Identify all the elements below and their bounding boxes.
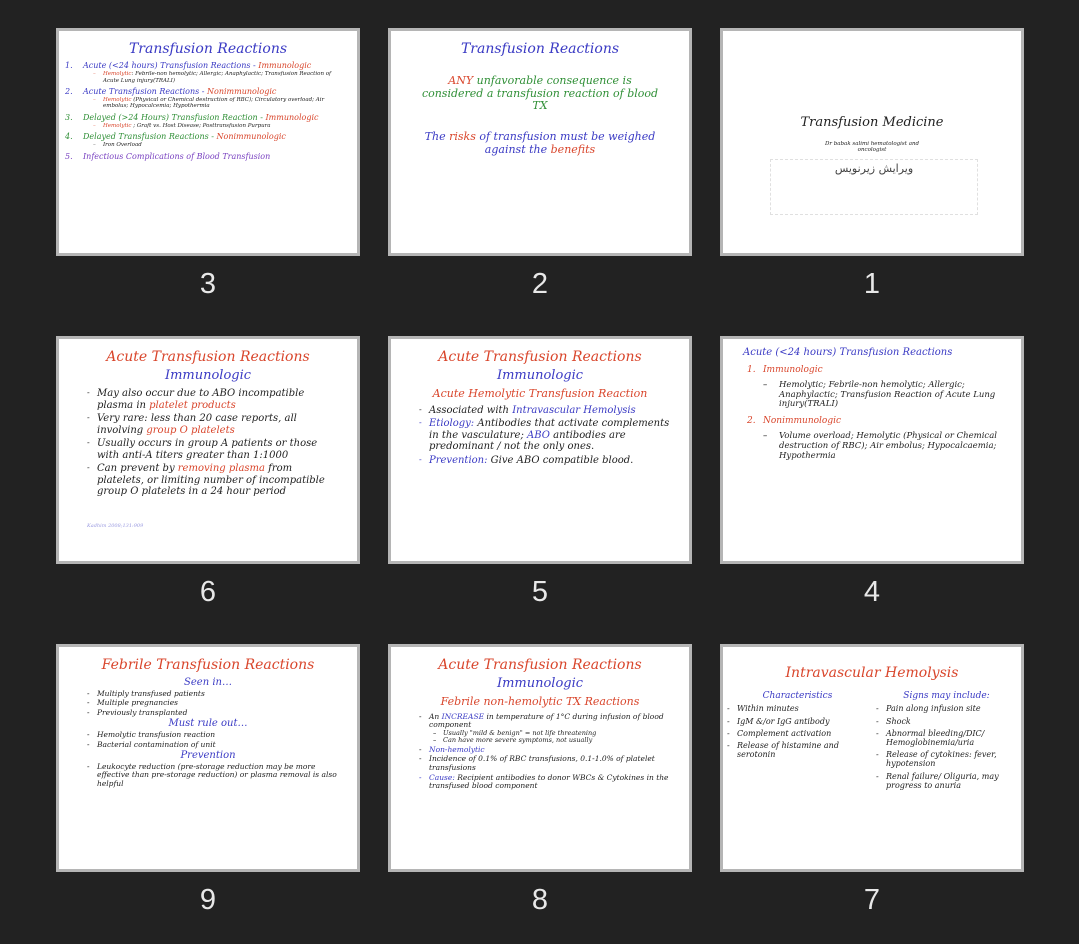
bullet-marker: - — [419, 711, 422, 721]
text-run: Leukocyte reduction — [97, 761, 178, 771]
slide-thumbnail[interactable] — [56, 28, 360, 256]
column-item — [723, 704, 868, 713]
text-run: Acute Transfusion Reactions — [438, 657, 642, 673]
slide-line-subtitle — [391, 369, 689, 384]
slide-number: 6 — [199, 576, 217, 608]
slide-number: 1 — [863, 268, 881, 300]
text-run: Usually "mild & benign" = not life threatening — [443, 728, 597, 737]
slide-line-cbullet — [421, 131, 659, 156]
column-item — [872, 729, 1017, 747]
slide-line-sub — [59, 123, 343, 129]
bullet-marker: - — [419, 404, 422, 414]
columns — [723, 685, 1021, 790]
text-run: unfavorable consequence is considered a transfusion reaction of blood TX — [421, 74, 659, 113]
slide-number: 2 — [531, 268, 549, 300]
text-run: Delayed Transfusion Reactions - — [83, 132, 217, 142]
column-item — [723, 729, 868, 738]
slide-line-bullet — [59, 438, 339, 461]
slide-number: 4 — [863, 576, 881, 608]
slide-line-subtitle — [391, 677, 689, 692]
bullet-marker: – — [433, 736, 437, 745]
text-run: in temperature of 1°C during infusion of blood component — [429, 711, 664, 730]
slide-line-num — [59, 61, 349, 70]
text-run: Iron Overload — [103, 142, 142, 149]
slide-line-sbullet — [59, 699, 343, 708]
text-run: benefits — [550, 142, 596, 156]
bullet-marker: - — [87, 463, 90, 473]
text-run: Hemolytic — [103, 71, 132, 78]
text-run: Volume overload; Hemolytic (Physical or Chemical destruction of RBC); Air embolus; Hypocalcaemia; Hypothermia — [779, 431, 997, 462]
item-text: Abnormal bleeding/DIC/ Hemoglobinemia/uria — [886, 728, 985, 747]
text-run: Non-hemolytic — [429, 744, 485, 754]
slide-line-dash — [723, 381, 1003, 410]
bullet-marker: 5. — [65, 151, 73, 161]
slide-number: 3 — [199, 268, 217, 300]
bullet-marker: 3. — [65, 112, 73, 122]
slide-line-num — [59, 87, 349, 96]
text-run: Prevention: — [429, 454, 488, 466]
bullet-marker: 4. — [65, 132, 73, 142]
bullet-marker: - — [419, 772, 422, 782]
bullet-marker: - — [87, 413, 90, 423]
slide-line-dash — [723, 432, 1003, 461]
slide-line-bullet — [391, 418, 671, 453]
slide-subtitle: Dr babak salimi hematologist and oncologist — [824, 141, 920, 154]
text-run: Acute Transfusion Reactions - — [83, 86, 208, 96]
text-run: Etiology: — [429, 418, 475, 430]
text-run: ABO — [527, 429, 550, 441]
text-run: antibodies are predominant / not the only ones. — [429, 429, 626, 453]
slide-thumbnail-cell — [56, 644, 360, 944]
slide-line-dashsm — [391, 737, 675, 744]
slide-line-title — [391, 657, 689, 673]
text-run: Bacterial contamination of unit — [97, 739, 216, 749]
text-run: Delayed (>24 Hours) Transfusion Reaction - — [83, 112, 266, 122]
text-run: Usually occurs in group A patients or those with anti-A titers greater than 1:1000 — [97, 438, 318, 461]
text-run: group O platelets — [146, 424, 235, 436]
text-run: Nonimmunologic — [207, 86, 277, 96]
slide-content — [391, 339, 689, 561]
slide-line-title — [391, 349, 689, 365]
text-run: Immunologic — [496, 368, 584, 384]
slide-content — [59, 339, 357, 561]
text-run: Acute Transfusion Reactions — [438, 349, 642, 365]
text-run: An — [429, 711, 442, 721]
bullet-marker: – — [433, 728, 437, 737]
slide-line-cbullet — [421, 75, 659, 113]
slide-line-sub — [59, 97, 343, 110]
item-text: Shock — [886, 716, 911, 726]
slide-thumbnail[interactable] — [720, 28, 1024, 256]
slide-line-lefttitle — [723, 347, 1021, 359]
slide-line-num — [59, 152, 349, 161]
slide-content — [59, 31, 357, 253]
text-run: (Physical or Chemical destruction of RBC); Circulatory overload; Air embolus; Hypocalcemia; Hypothermia — [103, 97, 325, 110]
text-run: Can prevent by — [97, 463, 178, 475]
slide-line-num — [59, 132, 349, 141]
text-run: removing plasma — [177, 463, 265, 475]
slide-line-title — [59, 657, 357, 673]
text-run: from platelets, or limiting number of incompatible group O platelets in a 24 hour period — [97, 463, 325, 498]
slide-line-bullet — [59, 413, 339, 436]
column-heading: Characteristics — [762, 691, 833, 702]
slide-thumbnail-cell — [720, 644, 1024, 944]
text-run: Hemolytic transfusion reaction — [97, 729, 216, 739]
bullet-marker: - — [87, 688, 90, 698]
bullet-marker: - — [87, 729, 90, 739]
text-run: ANY — [448, 74, 474, 88]
bullet-marker: - — [727, 741, 730, 750]
slide-line-sbullet — [59, 763, 343, 789]
slide-number: 5 — [531, 576, 549, 608]
slide-line-bullet — [59, 463, 339, 498]
slide-thumbnail-cell — [720, 28, 1024, 328]
text-run: Transfusion Reactions — [128, 41, 288, 57]
slide-line-num — [59, 113, 349, 122]
slide-content — [391, 647, 689, 869]
slide-line-title — [59, 349, 357, 365]
item-text: Complement activation — [737, 728, 832, 738]
text-run: INCREASE — [441, 711, 485, 721]
text-run: Immunologic — [164, 368, 252, 384]
slide-title: Transfusion Medicine — [800, 115, 944, 130]
slide-line-sbullet — [391, 713, 675, 730]
text-run: ; Graft vs. Host Disease; Posttransfusion Purpura — [131, 122, 271, 129]
slide-line-bullet — [391, 405, 671, 417]
text-run: Acute Transfusion Reactions — [106, 349, 310, 365]
text-run: Immunologic — [258, 61, 312, 71]
text-run: Antibodies that activate complements in the vasculature; — [429, 418, 670, 441]
slide-thumbnail[interactable] — [388, 28, 692, 256]
text-run: Immunologic — [763, 364, 823, 375]
slide-content — [391, 31, 689, 253]
text-run: Multiple pregnancies — [97, 698, 178, 708]
bullet-marker: - — [87, 438, 90, 448]
slide-content — [723, 339, 1021, 561]
slide-line-foot — [59, 524, 357, 530]
column-heading: Signs may include: — [903, 691, 990, 702]
text-run: Can have more severe symptoms, not usually — [443, 736, 593, 745]
bullet-marker: – — [93, 142, 96, 149]
bullet-marker: - — [87, 739, 90, 749]
bullet-marker: - — [876, 704, 879, 714]
bullet-marker: - — [727, 716, 730, 726]
slide-content — [723, 647, 1021, 869]
text-run: Incidence of 0.1% of RBC transfusions, 0.1-1.0% of platelet transfusions — [429, 754, 655, 773]
bullet-marker: 2. — [65, 86, 73, 96]
slide-number: 7 — [863, 884, 881, 916]
slide-line-sbullet — [59, 741, 343, 750]
text-run: Hemolytic; Febrile-non hemolytic; Allergic; Anaphylactic; Transfusion Reaction of Acute Lung injury(TRALI) — [779, 379, 996, 410]
slide-line-sbullet — [391, 774, 675, 791]
bullet-marker: - — [876, 771, 879, 781]
item-text: Release of cytokines: fever, hypotension — [886, 750, 997, 769]
slide-thumbnail[interactable] — [56, 644, 360, 872]
text-run: Multiply transfused patients — [97, 688, 205, 698]
bullet-marker: - — [419, 754, 422, 764]
slide-thumbnail[interactable] — [56, 336, 360, 564]
text-run: (pre-storage reduction may be more effective than pre-storage reduction) or plasma removal is also helpful — [97, 761, 337, 788]
slide-thumbnail-cell — [56, 336, 360, 636]
text-run: : Febrile-non hemolytic; Allergic; Anaphylactic; Transfusion Reaction of Acute Lung injury(TRALI) — [103, 71, 332, 84]
item-text: Within minutes — [737, 704, 799, 714]
slide-thumbnail[interactable] — [388, 336, 692, 564]
slide-thumbnail[interactable] — [388, 644, 692, 872]
text-run: Immunologic — [265, 112, 319, 122]
slide-line-sbullet — [391, 755, 675, 772]
text-run: of transfusion must be weighed against the — [475, 130, 656, 156]
text-run: Acute (<24 hours) Transfusion Reactions - — [83, 61, 259, 71]
slide-line-sbullet — [391, 746, 675, 755]
text-run: Hemolytic — [103, 122, 132, 129]
bullet-marker: - — [87, 761, 90, 771]
column-item — [872, 750, 1017, 768]
column — [723, 685, 872, 790]
text-run: Prevention — [180, 750, 236, 762]
slide-thumbnail[interactable] — [720, 336, 1024, 564]
bullet-marker: - — [419, 454, 422, 464]
item-text: IgM &/or IgG antibody — [737, 716, 830, 726]
text-run: Febrile Transfusion Reactions — [101, 657, 315, 673]
slide-thumbnail-cell — [388, 28, 692, 328]
text-run: Nonimmunologic — [216, 132, 286, 142]
bullet-marker: – — [93, 97, 96, 104]
text-run: Intravascular Hemolysis — [512, 404, 636, 416]
slide-line-subtitle — [59, 369, 357, 384]
slide-thumbnail-cell — [388, 644, 692, 944]
bullet-marker: 2. — [747, 416, 756, 427]
text-run: Infectious Complications of Blood Transfusion — [83, 151, 271, 161]
slide-line-sub — [59, 71, 343, 84]
column-item — [872, 704, 1017, 713]
slide-thumbnail[interactable] — [720, 644, 1024, 872]
text-run: May also occur due to ABO incompatible plasma in — [97, 388, 305, 411]
slide-line-heading — [391, 696, 689, 709]
bullet-marker: - — [87, 707, 90, 717]
slide-line-sbullet — [59, 690, 343, 699]
slide-content — [59, 647, 357, 869]
text-run: Nonimmunologic — [763, 416, 842, 427]
text-run: Acute Hemolytic Transfusion Reaction — [432, 387, 648, 401]
bullet-marker: - — [727, 728, 730, 738]
text-run: Hemolytic — [103, 97, 132, 104]
slide-line-section — [59, 677, 357, 689]
slide-thumbnail-cell — [388, 336, 692, 636]
bullet-marker: – — [93, 122, 96, 129]
slide-line-heading — [391, 388, 689, 401]
column — [872, 685, 1021, 790]
bullet-marker: 1. — [65, 61, 73, 71]
slide-content — [723, 31, 1021, 253]
slide-line-bullet — [59, 388, 339, 411]
slide-thumbnail-cell — [720, 336, 1024, 636]
slide-line-section — [59, 750, 357, 762]
slide-line-title — [391, 41, 689, 57]
slide-line-sbullet — [59, 709, 343, 718]
item-text: Release of histamine and serotonin — [737, 741, 839, 760]
subtitle-placeholder[interactable]: ویرایش زیرنویس — [770, 159, 978, 215]
text-run: Give ABO compatible blood. — [487, 454, 634, 466]
slide-line-sub — [59, 142, 343, 148]
bullet-marker: – — [763, 379, 768, 390]
slide-thumbnail-cell — [56, 28, 360, 328]
slide-line-onum — [723, 416, 1021, 426]
column-item — [723, 741, 868, 759]
item-text: Pain along infusion site — [886, 704, 981, 714]
bullet-marker: - — [727, 704, 730, 714]
text-run: Seen in… — [184, 677, 232, 689]
bullet-marker: - — [876, 728, 879, 738]
item-text: Renal failure/ Oliguria, may progress to anuria — [886, 771, 999, 790]
column-item — [872, 717, 1017, 726]
text-run: The — [424, 130, 450, 144]
bullet-marker: 1. — [747, 364, 756, 375]
column-item — [723, 717, 868, 726]
text-run: Associated with — [429, 404, 513, 416]
bullet-marker: - — [419, 744, 422, 754]
slide-title: Intravascular Hemolysis — [785, 665, 959, 681]
slide-line-sbullet — [59, 731, 343, 740]
bullet-marker: – — [763, 431, 768, 442]
text-run: Very rare: less than 20 case reports, all involving — [97, 413, 297, 436]
slide-number: 8 — [531, 884, 549, 916]
slide-line-bullet — [391, 455, 671, 467]
text-run: Febrile non-hemolytic TX Reactions — [440, 695, 640, 709]
text-run: Previously transplanted — [97, 707, 188, 717]
slide-number: 9 — [199, 884, 217, 916]
text-run: Cause: — [429, 772, 455, 782]
bullet-marker: - — [87, 698, 90, 708]
text-run: Kadhim 2008;131:909 — [87, 522, 144, 529]
bullet-marker: - — [419, 418, 422, 428]
bullet-marker: - — [876, 750, 879, 760]
bullet-marker: - — [87, 388, 90, 398]
slide-line-onum — [723, 365, 1021, 375]
text-run: Immunologic — [496, 676, 584, 692]
text-run: Transfusion Reactions — [460, 41, 620, 57]
text-run: risks — [449, 130, 476, 144]
column-item — [872, 772, 1017, 790]
bullet-marker: - — [876, 716, 879, 726]
slide-line-section — [59, 718, 357, 730]
text-run: Must rule out… — [168, 718, 248, 730]
text-run: platelet products — [149, 399, 236, 411]
text-run: Recipient antibodies to donor WBCs & Cytokines in the transfused blood component — [429, 772, 669, 791]
slide-line-title — [59, 41, 357, 57]
bullet-marker: – — [93, 71, 96, 78]
text-run: Acute (<24 hours) Transfusion Reactions — [743, 347, 953, 358]
